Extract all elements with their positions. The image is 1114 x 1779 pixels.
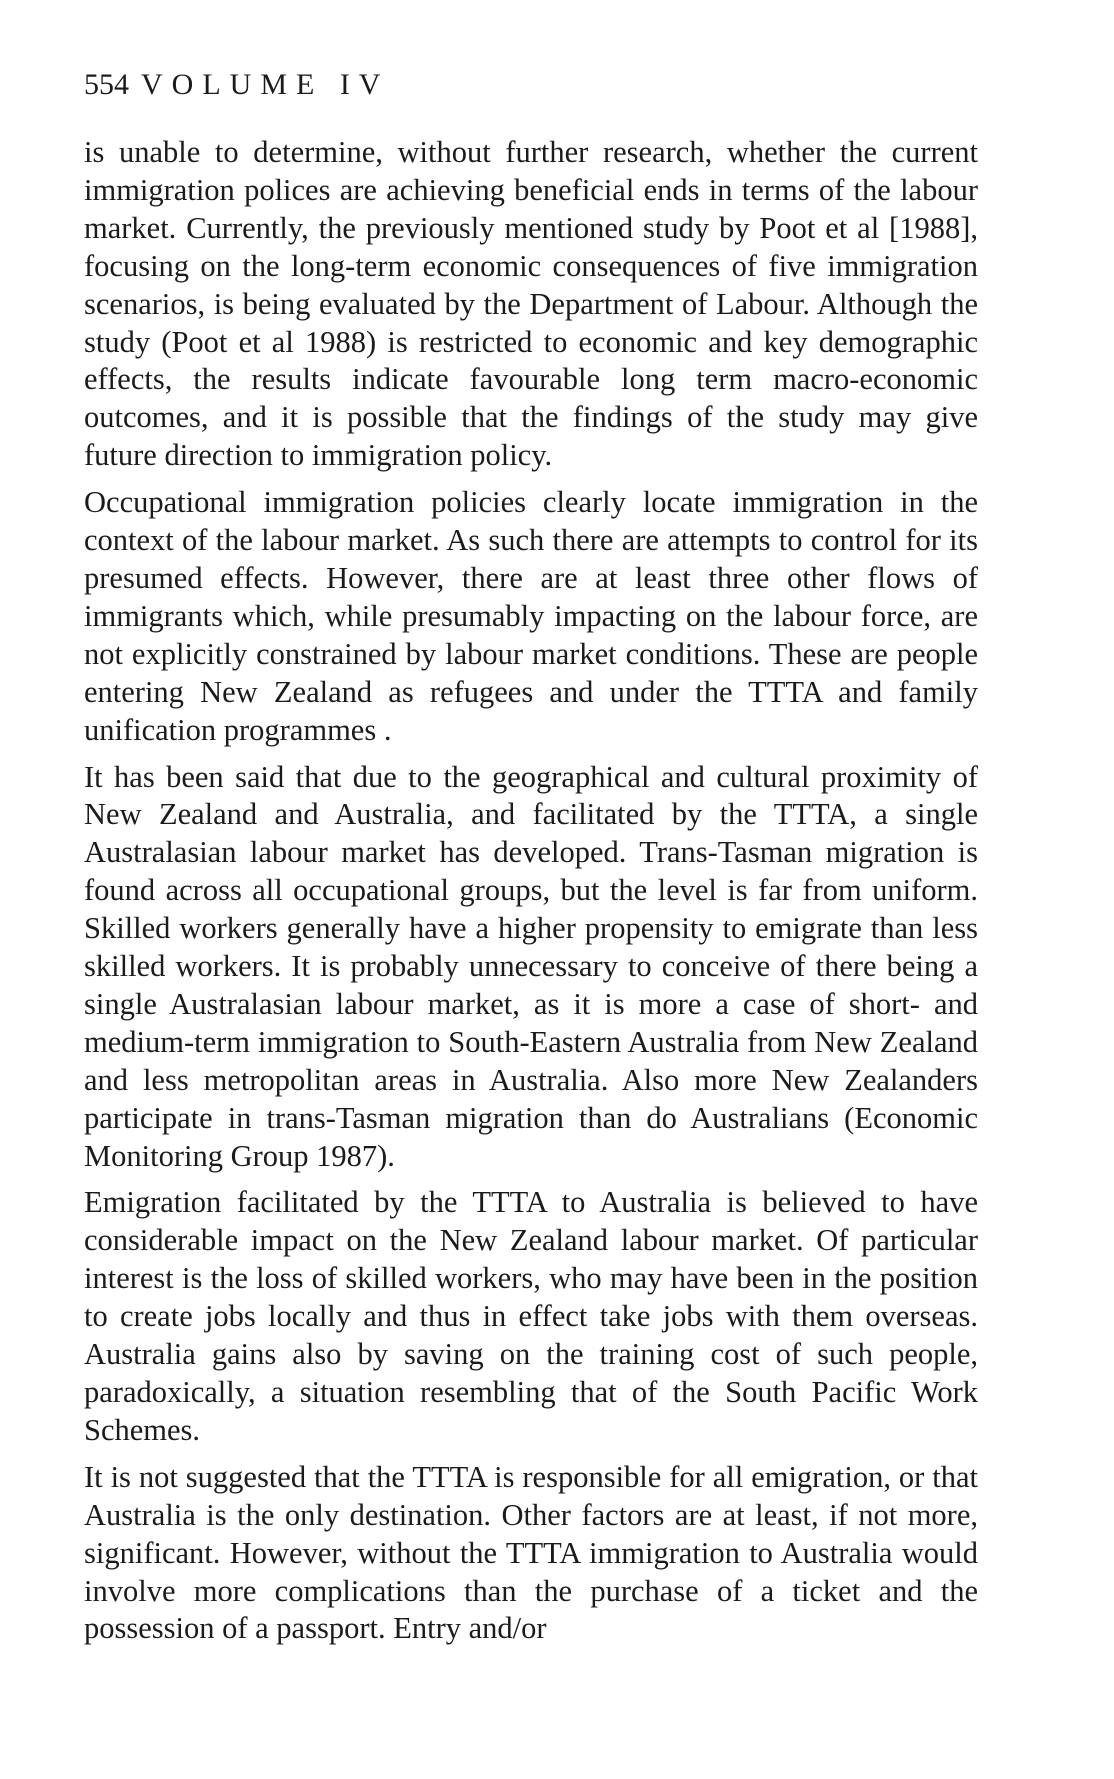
running-header (84, 68, 389, 102)
paragraph: It is not suggested that the TTTA is responsible for all emigration, or that Australia is the only destination. Other factors are at least, if not more, significant. However, without the TTTA immigration to Australia would involve more complications than the purchase of a ticket and the possession of a passport. Entry and/or (84, 1459, 978, 1646)
paragraph: is unable to determine, without further research, whether the current immigration polices are achieving beneficial ends in terms of the labour market. Currently, the previously mentioned study by Poot et al [1988], focusing on the long-term economic consequences of five immigration scenarios, is being evaluated by the Department of Labour. Although the study (Poot et al 1988) is restricted to economic and key demographic effects, the results indicate favourable long term macro-economic outcomes, and it is possible that the findings of the study may give future direction to immigration policy. (84, 135, 978, 473)
body-text (84, 134, 978, 1657)
paragraph: Emigration facilitated by the TTTA to Australia is believed to have considerable impact on the New Zealand labour market. Of particular interest is the loss of skilled workers, who may have been in the position to create jobs locally and thus in effect take jobs with them overseas. Australia gains also by saving on the training cost of such people, paradoxically, a situation resembling that of the South Pacific Work Schemes. (84, 1185, 978, 1447)
paragraph: It has been said that due to the geographical and cultural proximity of New Zealand and Australia, and facilitated by the TTTA, a single Australasian labour market has developed. Trans-Tasman migration is found across all occupational groups, but the level is far from uniform. Skilled workers generally have a higher propensity to emigrate than less skilled workers. It is probably unnecessary to conceive of there being a single Australasian labour market, as it is more a case of short- and medium-term immigration to South-Eastern Australia from New Zealand and less metropolitan areas in Australia. Also more New Zealanders participate in trans-Tasman migration than do Australians (Economic Monitoring Group 1987). (84, 759, 978, 1173)
page-number: 554 (84, 68, 129, 101)
volume-title: VOLUME IV (141, 68, 390, 101)
paragraph: Occupational immigration policies clearly locate immigration in the context of the labour market. As such there are attempts to control for its presumed effects. However, there are at least three other flows of immigrants which, while presumably impacting on the labour force, are not explicitly constrained by labour market conditions. These are people entering New Zealand as refugees and under the TTTA and family unification programmes . (84, 485, 978, 747)
